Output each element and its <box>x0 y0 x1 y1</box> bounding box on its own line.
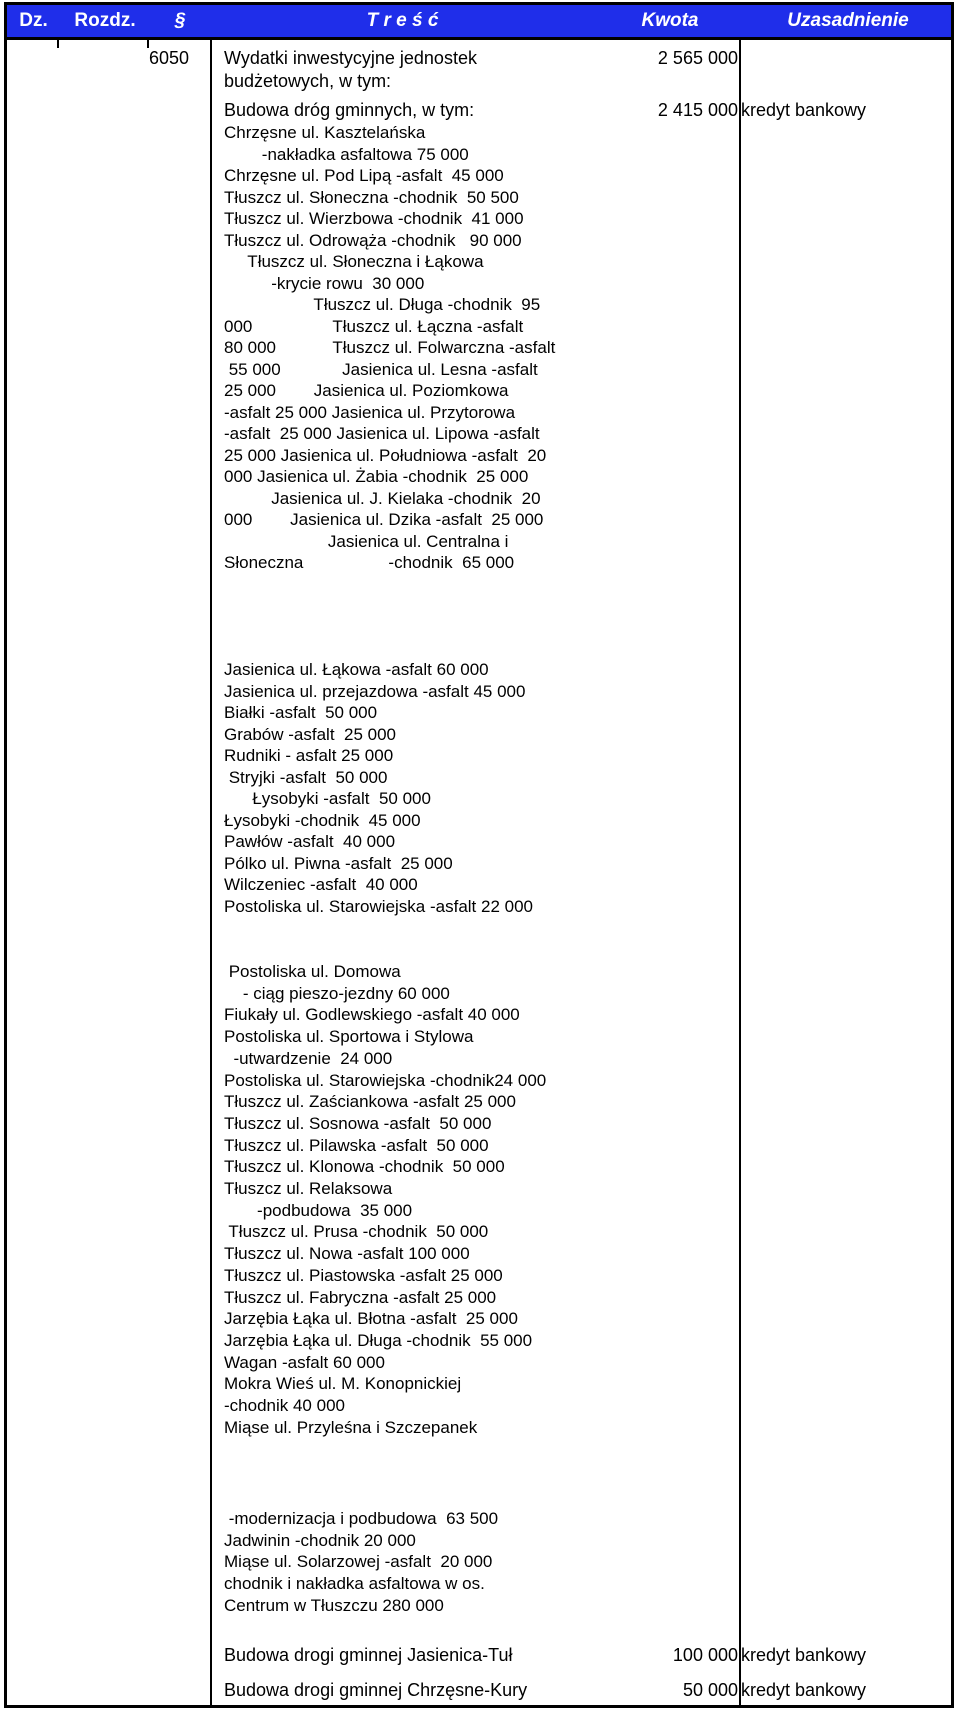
list-item: Pawłów -asfalt 40 000 <box>224 832 396 851</box>
list-item: Mokra Wieś ul. M. Konopnickiej <box>224 1374 462 1394</box>
bottom-item-2-text: Budowa drogi gminnej Chrzęsne-Kury <box>224 1680 528 1700</box>
subsection-amount: 2 415 000 <box>657 100 738 120</box>
col-divider-paragraph <box>210 40 212 1708</box>
list-item: Jasienica ul. Centralna i <box>224 531 509 551</box>
header-rozdz: Rozdz. <box>74 10 136 31</box>
list-item: 80 000 Tłuszcz ul. Folwarczna -asfalt <box>224 338 556 357</box>
list-item: 25 000 Jasienica ul. Południowa -asfalt 20 <box>224 445 547 465</box>
list-item: 000 Jasienica ul. Żabia -chodnik 25 000 <box>224 467 529 486</box>
list-item: Łysobyki -asfalt 50 000 <box>224 789 431 808</box>
bottom-item-1-reason: kredyt bankowy <box>741 1645 867 1665</box>
list-item: -chodnik 40 000 <box>224 1396 345 1415</box>
list-item: Tłuszcz ul. Prusa -chodnik 50 000 <box>224 1222 489 1242</box>
section-title-line2: budżetowych, w tym: <box>224 71 392 91</box>
list-item: Chrzęsne ul. Pod Lipą -asfalt 45 000 <box>224 166 504 185</box>
list-item: -modernizacja i podbudowa 63 500 <box>224 1509 499 1528</box>
list-item: Postoliska ul. Sportowa i Stylowa <box>224 1027 474 1047</box>
list-item: Jasienica ul. Łąkowa -asfalt 60 000 <box>224 660 489 679</box>
list-item: Chrzęsne ul. Kasztelańska <box>224 123 426 142</box>
list-item: Tłuszcz ul. Fabryczna -asfalt 25 000 <box>224 1287 497 1307</box>
list-item: Tłuszcz ul. Relaksowa <box>224 1179 393 1198</box>
list-item: -krycie rowu 30 000 <box>224 273 425 293</box>
list-item: Postoliska ul. Domowa <box>224 962 401 981</box>
header-dz: Dz. <box>19 10 48 31</box>
list-item: -nakładka asfaltowa 75 000 <box>224 144 469 164</box>
list-item: 25 000 Jasienica ul. Poziomkowa <box>224 381 509 400</box>
list-item: Rudniki - asfalt 25 000 <box>224 746 394 765</box>
list-item: Jarzębia Łąka ul. Długa -chodnik 55 000 <box>224 1330 533 1350</box>
subsection-title: Budowa dróg gminnych, w tym: <box>224 100 475 120</box>
list-item: Tłuszcz ul. Słoneczna -chodnik 50 500 <box>224 187 519 207</box>
header-tresc: T r e ś ć <box>366 10 439 31</box>
section-total-amount: 2 565 000 <box>657 48 738 68</box>
list-item: Tłuszcz ul. Słoneczna i Łąkowa <box>224 252 484 271</box>
list-item: Grabów -asfalt 25 000 <box>224 724 396 744</box>
list-item: Tłuszcz ul. Klonowa -chodnik 50 000 <box>224 1157 505 1177</box>
list-item: Jadwinin -chodnik 20 000 <box>224 1530 416 1550</box>
list-item: -asfalt 25 000 Jasienica ul. Lipowa -asfalt <box>224 424 540 443</box>
list-item: Tłuszcz ul. Wierzbowa -chodnik 41 000 <box>224 209 524 228</box>
list-item: chodnik i nakładka asfaltowa w os. <box>224 1574 485 1594</box>
list-item: Pólko ul. Piwna -asfalt 25 000 <box>224 853 453 873</box>
list-item: Białki -asfalt 50 000 <box>224 703 378 722</box>
col-divider-dz <box>57 40 59 48</box>
list-item: -utwardzenie 24 000 <box>224 1048 393 1068</box>
list-item: 55 000 Jasienica ul. Lesna -asfalt <box>224 359 538 379</box>
list-item: Fiukały ul. Godlewskiego -asfalt 40 000 <box>224 1005 520 1025</box>
bottom-item-1-text: Budowa drogi gminnej Jasienica-Tuł <box>224 1645 513 1665</box>
col-divider-rozdz <box>147 40 149 48</box>
list-item: Postoliska ul. Starowiejska -chodnik24 000 <box>224 1070 547 1090</box>
list-item: Tłuszcz ul. Zaściankowa -asfalt 25 000 <box>224 1092 516 1112</box>
bottom-item-1-amount: 100 000 <box>672 1645 738 1665</box>
list-item: Jasienica ul. przejazdowa -asfalt 45 000 <box>224 681 526 701</box>
list-item: Miąse ul. Przyleśna i Szczepanek <box>224 1417 478 1437</box>
list-item: Tłuszcz ul. Piastowska -asfalt 25 000 <box>224 1265 503 1285</box>
list-item: -asfalt 25 000 Jasienica ul. Przytorowa <box>224 402 516 422</box>
list-item: Łysobyki -chodnik 45 000 <box>224 810 421 830</box>
header-kwota: Kwota <box>641 10 699 31</box>
list-item: Stryjki -asfalt 50 000 <box>224 767 388 787</box>
table-header <box>4 2 954 40</box>
list-item: Wagan -asfalt 60 000 <box>224 1352 385 1372</box>
list-item: Jarzębia Łąka ul. Błotna -asfalt 25 000 <box>224 1309 518 1329</box>
list-item: 000 Jasienica ul. Dzika -asfalt 25 000 <box>224 510 544 529</box>
paragraph-code: 6050 <box>149 48 190 68</box>
list-item: Miąse ul. Solarzowej -asfalt 20 000 <box>224 1552 493 1572</box>
list-item: Słoneczna -chodnik 65 000 <box>224 553 515 572</box>
list-item: Tłuszcz ul. Odrowąża -chodnik 90 000 <box>224 230 522 250</box>
list-item: - ciąg pieszo-jezdny 60 000 <box>224 983 450 1003</box>
list-item: Tłuszcz ul. Sosnowa -asfalt 50 000 <box>224 1113 492 1133</box>
subsection-reason: kredyt bankowy <box>741 100 867 120</box>
list-item: Tłuszcz ul. Pilawska -asfalt 50 000 <box>224 1135 489 1155</box>
col-divider-kwota <box>739 40 741 1708</box>
list-item: Tłuszcz ul. Nowa -asfalt 100 000 <box>224 1244 470 1264</box>
list-item: 000 Tłuszcz ul. Łączna -asfalt <box>224 316 524 336</box>
list-item: -podbudowa 35 000 <box>224 1200 413 1220</box>
list-item: Postoliska ul. Starowiejska -asfalt 22 000 <box>224 896 533 916</box>
bottom-item-2-reason: kredyt bankowy <box>741 1680 867 1700</box>
bottom-item-2-amount: 50 000 <box>682 1680 738 1700</box>
list-item: Wilczeniec -asfalt 40 000 <box>224 875 418 894</box>
section-title-line1: Wydatki inwestycyjne jednostek <box>224 48 477 68</box>
list-item: Jasienica ul. J. Kielaka -chodnik 20 <box>224 488 541 508</box>
list-item: Tłuszcz ul. Długa -chodnik 95 <box>224 295 541 314</box>
list-item: Centrum w Tłuszczu 280 000 <box>224 1595 444 1615</box>
header-paragraph: § <box>174 10 186 31</box>
header-uzasadnienie: Uzasadnienie <box>787 10 909 31</box>
